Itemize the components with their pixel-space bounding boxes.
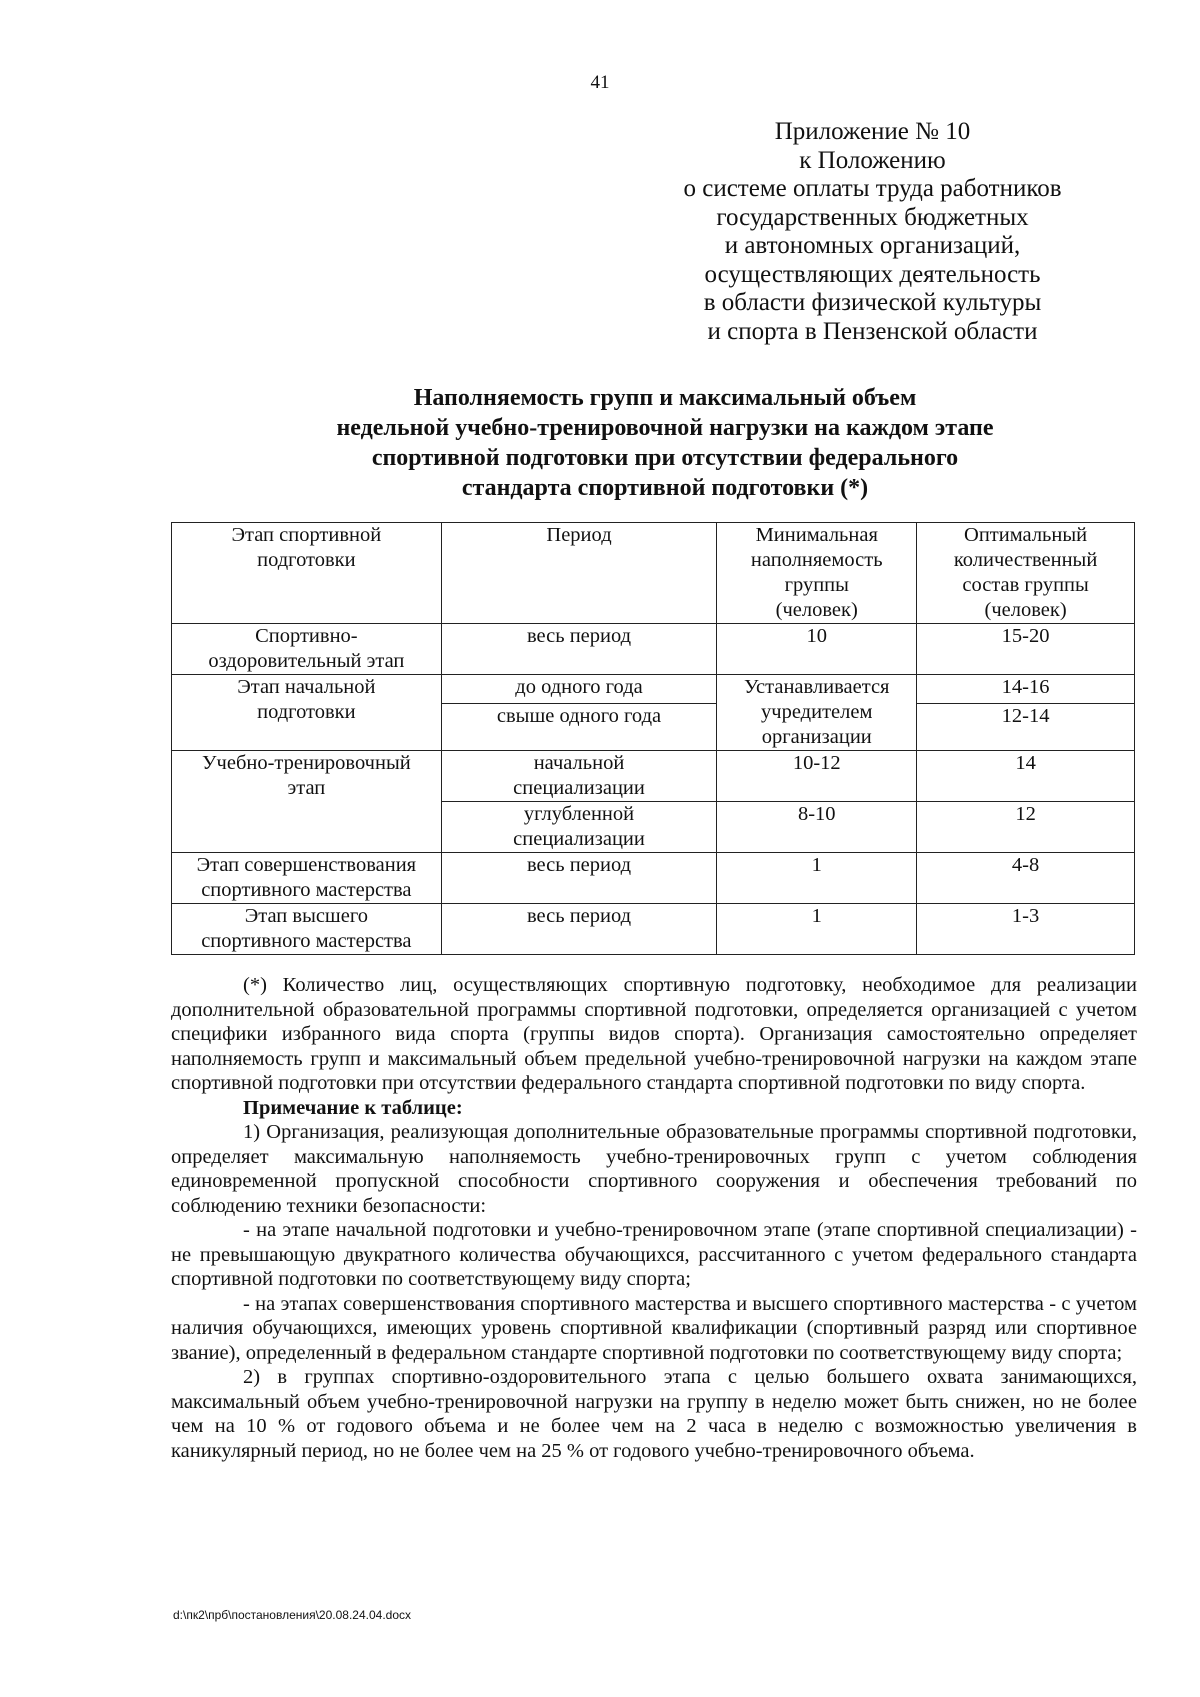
cell-text: Учебно-тренировочный — [202, 752, 411, 774]
appendix-line: и автономных организаций, — [724, 232, 1021, 259]
header-text: Минимальная — [755, 524, 878, 546]
table-row — [172, 904, 1135, 955]
header-cell-optimal — [917, 523, 1135, 624]
optimal-cell: 15-20 — [917, 624, 1135, 675]
min-cell — [717, 675, 917, 751]
header-cell-stage — [172, 523, 442, 624]
cell-text: Спортивно- — [255, 625, 358, 647]
notes-body — [171, 973, 1137, 1463]
appendix-line: Приложение № 10 — [774, 118, 971, 145]
optimal-cell: 14 — [917, 751, 1135, 802]
cell-text: Этап совершенствования — [196, 854, 417, 876]
cell-text: Этап высшего — [244, 905, 368, 927]
period-cell: весь период — [441, 853, 717, 904]
header-text: количественный — [953, 549, 1098, 571]
min-cell: 1 — [717, 853, 917, 904]
cell-text: специализации — [513, 828, 645, 850]
cell-text: организации — [761, 726, 872, 748]
optimal-cell: 1-3 — [917, 904, 1135, 955]
cell-text: специализации — [513, 777, 645, 799]
header-cell-min — [717, 523, 917, 624]
period-cell — [441, 751, 717, 802]
note-paragraph: - на этапе начальной подготовки и учебно-тренировочном этапе (этапе спортивной специализации) - не превышающую двукратного количества обучающихся, рассчитанного с учетом федерального стандарта спортивной подготовки по соответствующему виду спорта; — [171, 1219, 1137, 1290]
header-text: группы — [784, 574, 849, 596]
cell-text: спортивного мастерства — [201, 930, 412, 952]
header-text: состав группы — [962, 574, 1089, 596]
header-text: (человек) — [984, 599, 1067, 621]
cell-text: Этап начальной — [237, 676, 376, 698]
appendix-header — [660, 118, 1085, 346]
title-line: Наполняемость групп и максимальный объем — [413, 385, 917, 411]
period-cell: весь период — [441, 624, 717, 675]
table-row — [172, 624, 1135, 675]
title-line: спортивной подготовки при отсутствии федерального — [371, 445, 959, 471]
min-cell: 10 — [717, 624, 917, 675]
min-cell: 10-12 — [717, 751, 917, 802]
table-row — [172, 853, 1135, 904]
title-line: недельной учебно-тренировочной нагрузки на каждом этапе — [336, 415, 994, 441]
period-cell: свыше одного года — [441, 704, 717, 751]
period-cell: весь период — [441, 904, 717, 955]
cell-text: учредителем — [761, 701, 873, 723]
stage-cell — [172, 675, 442, 751]
header-text: Этап спортивной — [231, 524, 382, 546]
stage-cell — [172, 624, 442, 675]
optimal-cell: 4-8 — [917, 853, 1135, 904]
table-header-row — [172, 523, 1135, 624]
optimal-cell: 12-14 — [917, 704, 1135, 751]
header-text: подготовки — [257, 549, 356, 571]
appendix-line: к Положению — [799, 146, 946, 174]
period-cell: до одного года — [441, 675, 717, 704]
appendix-line: государственных бюджетных — [716, 203, 1029, 231]
header-cell-period — [441, 523, 717, 624]
page-number: 41 — [590, 72, 610, 93]
note-paragraph: 1) Организация, реализующая дополнительные образовательные программы спортивной подготовки, определяет максимальную наполняемость учебно-тренировочных групп с учетом соблюдения единовременной пропускной способности спортивного сооружения и обеспечения требований по соблюдению техники безопасности: — [171, 1121, 1137, 1217]
header-text: Период — [546, 524, 612, 546]
note-heading: Примечание к таблице: — [243, 1096, 463, 1119]
cell-text: оздоровительный этап — [208, 650, 405, 672]
optimal-cell: 12 — [917, 802, 1135, 853]
appendix-line: о системе оплаты труда работников — [683, 175, 1062, 202]
cell-text: этап — [287, 777, 326, 799]
appendix-line: осуществляющих деятельность — [704, 260, 1041, 288]
note-paragraph: 2) в группах спортивно-оздоровительного этапа с целью большего охвата занимающихся, максимальный объем учебно-тренировочной нагрузки на группу в неделю может быть снижен, но не более чем на 10 % от годового объема и не более чем на 2 часа в неделю с возможностью увеличения в каникулярный период, но не более чем на 25 % от годового учебно-тренировочного объема. — [171, 1366, 1137, 1462]
title-line: стандарта спортивной подготовки (*) — [461, 475, 869, 501]
group-size-table — [171, 522, 1135, 955]
stage-cell — [172, 904, 442, 955]
cell-text: спортивного мастерства — [201, 879, 412, 901]
cell-text: Устанавливается — [744, 676, 890, 698]
optimal-cell: 14-16 — [917, 675, 1135, 704]
cell-text: углубленной — [523, 803, 635, 825]
file-path-footer: d:\пк2\прб\постановления\20.08.24.04.docx — [173, 1608, 411, 1622]
cell-text: начальной — [533, 752, 625, 774]
stage-cell — [172, 751, 442, 853]
header-text: наполняемость — [750, 549, 883, 571]
header-text: Оптимальный — [964, 524, 1088, 546]
min-cell: 8-10 — [717, 802, 917, 853]
table-row — [172, 675, 1135, 704]
appendix-line: в области физической культуры — [703, 289, 1042, 316]
min-cell: 1 — [717, 904, 917, 955]
period-cell — [441, 802, 717, 853]
stage-cell — [172, 853, 442, 904]
document-title — [170, 383, 1160, 503]
cell-text: подготовки — [257, 701, 356, 723]
appendix-line: и спорта в Пензенской области — [707, 317, 1038, 345]
table-row — [172, 751, 1135, 802]
footnote-paragraph: (*) Количество лиц, осуществляющих спортивную подготовку, необходимое для реализации дополнительной образовательной программы спортивной подготовки, определяется организацией с учетом специфики избранного вида спорта (группы видов спорта). Организация самостоятельно определяет наполняемость групп и максимальный объем предельной учебно-тренировочной нагрузки на каждом этапе спортивной подготовки при отсутствии федерального стандарта спортивной подготовки по виду спорта. — [171, 974, 1137, 1094]
note-paragraph: - на этапах совершенствования спортивного мастерства и высшего спортивного мастерства - с учетом наличия обучающихся, имеющих уровень спортивной квалификации (спортивный разряд или спортивное звание), определенный в федеральном стандарте спортивной подготовки по соответствующему виду спорта; — [171, 1292, 1137, 1364]
header-text: (человек) — [775, 599, 858, 621]
